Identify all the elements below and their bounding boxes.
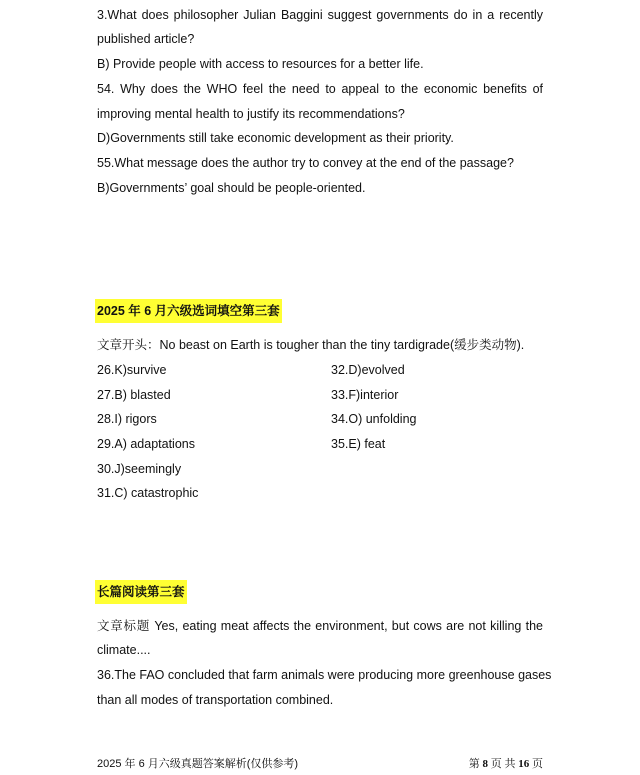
answer-36-cont: than all modes of transportation combined.	[97, 693, 334, 707]
page-mid: 页 共	[490, 758, 516, 770]
cloze-answer: 27.B) blasted	[97, 388, 171, 402]
answer-55: B)Governments’ goal should be people-oriented.	[97, 181, 366, 195]
answer-53: B) Provide people with access to resources for a better life.	[97, 57, 424, 71]
question-54-cont: improving mental health to justify its recommendations?	[97, 107, 405, 121]
article-title-cont: climate....	[97, 643, 151, 657]
page-number	[469, 757, 543, 771]
page-current: 8	[482, 758, 488, 770]
cloze-answer: 29.A) adaptations	[97, 437, 195, 451]
question-55: 55.What message does the author try to convey at the end of the passage?	[97, 156, 514, 170]
question-53-cont: published article?	[97, 32, 195, 46]
article-title: 文章标题 Yes, eating meat affects the environment, but cows are not killing the	[97, 619, 543, 633]
footer-title: 2025 年 6 月六级真题答案解析(仅供参考)	[97, 758, 299, 770]
page-suffix: 页	[532, 758, 543, 770]
page-total: 16	[518, 758, 530, 770]
cloze-answer: 30.J)seemingly	[97, 462, 182, 476]
answer-36: 36.The FAO concluded that farm animals were producing more greenhouse gases	[97, 668, 552, 682]
section-heading-cloze: 2025 年 6 月六级选词填空第三套	[95, 299, 282, 323]
section-heading-long-reading: 长篇阅读第三套	[95, 580, 187, 604]
cloze-answer: 34.O) unfolding	[331, 412, 417, 426]
cloze-answer: 32.D)evolved	[331, 363, 405, 377]
cloze-answer: 35.E) feat	[331, 437, 386, 451]
page-prefix: 第	[468, 758, 480, 770]
cloze-answer: 31.C) catastrophic	[97, 486, 199, 500]
cloze-answer: 26.K)survive	[97, 363, 167, 377]
cloze-answer: 28.I) rigors	[97, 412, 157, 426]
cloze-intro: 文章开头：No beast on Earth is tougher than the tiny tardigrade(缓步类动物).	[97, 338, 525, 352]
question-54: 54. Why does the WHO feel the need to appeal to the economic benefits of	[97, 82, 543, 96]
cloze-answer: 33.F)interior	[331, 388, 399, 402]
answer-54: D)Governments still take economic development as their priority.	[97, 131, 454, 145]
question-53: 3.What does philosopher Julian Baggini suggest governments do in a recently	[97, 8, 543, 22]
